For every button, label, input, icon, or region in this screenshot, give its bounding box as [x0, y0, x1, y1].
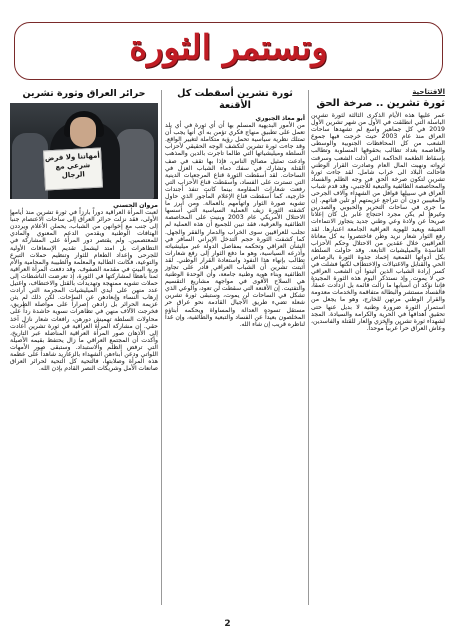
- protest-photo: [10, 103, 158, 199]
- column-divider: [161, 90, 162, 605]
- masthead-title: وتستمر الثورة: [129, 28, 328, 68]
- page-number: 2: [224, 619, 231, 629]
- feature-column: [10, 88, 158, 372]
- section-label: الافتتاحية: [412, 88, 445, 96]
- protest-sign: أمهاتنا ولا فرض شرعي مع الرجال: [43, 148, 103, 191]
- feature-author: مروان الحسني: [113, 202, 158, 209]
- article-column: [165, 88, 305, 328]
- column-divider: [308, 90, 309, 605]
- editorial-title: ثورة تشرين .. صرخة الحق: [316, 98, 445, 109]
- article-author: أبو معاذ الجبوري: [255, 115, 305, 122]
- feature-title: حرائر العراق وثورة تشرين: [22, 88, 146, 99]
- background-protester: [12, 133, 48, 199]
- background-protester: [116, 129, 154, 199]
- protester-face: [70, 117, 96, 147]
- editorial-body: عمر عليها هذه الأيام الذكرى الثالثة لثورة تشرين الباسلة التي انطلقت في الأول من شهر تشرين الأول 2019 في كل جماهير واسع لم تشهدها ساحات العراق منذ عام 2003 حيث خرجت فيها جموع الشعب من كل المحافظات الجنوبية والوسطى والعاصمة بغداد تطالب بحقوقها المسلوبة وتطالب بإسقاط الطغمة الحاكمة التي أذلت الشعب وسرقت ثرواته ونهبت المال العام وصادرت القرار الوطني فأحالت البلاد الى خراب شامل. لقد جاءت ثورة تشرين لتكون صرخة الحق في وجه الظلم والفساد والمحاصصة الطائفية والتبعية للأجنبي، وقد قدم شباب العراق في سبيلها قوافل من الشهداء وآلاف الجرحى والمغيبين دون أن تتراجع عزيمتهم أو تلين قناتهم. إن ما جرى في ساحات التحرير والحبوبي والصدرين وغيرها لم يكن مجرد احتجاج عابر بل كان إعلاناً صريحاً عن ولادة وعي وطني جديد يتجاوز الانتماءات الضيقة ويعيد للهوية العراقية الجامعة اعتبارها. لقد رفع الثوار شعار نريد وطن فاختصروا به كل معاناة العراقيين خلال عقدين من الاحتلال وحكم الأحزاب الفاسدة والميليشيات التابعة. وقد حاولت السلطة بكل أدواتها القمعية إخماد جذوة الثورة بالرصاص الحي والقنابل والاغتيالات والاختطاف لكنها فشلت في كسر إرادة الشباب الذين أثبتوا أن الشعب العراقي حي لا يموت. وإذ نستذكر اليوم هذه الثورة المجيدة فإننا نؤكد أن أسبابها ما زالت قائمة بل ازدادت عمقاً، فالفساد مستشر والبطالة متفاقمة والخدمات معدومة والقرار الوطني مرتهن للخارج، وهو ما يجعل من استمرار الثورة ضرورة وطنية لا بديل عنها حتى تحقيق أهدافها في الحرية والكرامة والسيادة. المجد لشهداء ثورة تشرين والخزي والعار للقتلة والفاسدين، وعاش العراق حراً عربياً موحداً.: [311, 112, 445, 332]
- article-title: ثورة تشرين أسقطت كل الأقنعة: [177, 88, 293, 111]
- feature-body: لعبت المرأة العراقية دوراً بارزاً في ثورة تشرين منذ أيامها الأولى، فقد نزلت حرائر العراق إلى ساحات الاعتصام جنباً إلى جنب مع إخوانهن من الشباب، يحملن الأعلام ويرددن الهتافات الوطنية ويقدمن الدعم المعنوي والمادي للمعتصمين. ولم يقتصر دور المرأة على المشاركة في التظاهرات بل امتد ليشمل تقديم الإسعافات الأولية للجرحى وإعداد الطعام للثوار وتنظيم حملات التبرع والتوعية، فكانت الطالبة والمعلمة والطبيبة والمحامية والأم وربة البيت في مقدمة الصفوف. وقد دفعت المرأة العراقية ثمناً باهظاً لمشاركتها في الثورة، إذ تعرضت الناشطات إلى حملات تشويه ممنهجة وتهديدات بالقتل والاختطاف، واغتيل عدد منهن على أيدي الميليشيات المجرمة التي أرادت إرهاب النساء وإبعادهن عن الساحات. لكن ذلك لم يثن عزيمة الحرائر بل زادهن إصراراً على مواصلة الطريق، فخرجت الآلاف منهن في تظاهرات نسوية حاشدة رداً على محاولات السلطة تهميش دورهن، رافعات شعار نازل آخذ حقي. إن مشاركة المرأة العراقية في ثورة تشرين أعادت إلى الأذهان صور المرأة العراقية المناضلة عبر التاريخ، وأكدت أن المجتمع العراقي ما زال يحتفظ بقيمه الأصيلة التي ترفض الظلم والاستبداد. وستبقى صور الأمهات اللواتي ودعن أبناءهن الشهداء بالزغاريد شاهداً على عظمة هذه المرأة وصلابتها، فالتحية كل التحية لحرائر العراق صانعات الأمل وشريكات النصر القادم بإذن الله.: [10, 209, 158, 373]
- article-body: من الأمور البديهية المسلم بها أن أي ثورة في أي بلد تعمل على تطبيق منهاج فكري تؤمن به أي أنها يجب أن تمتلك نظرية سياسية تحمل رؤية متكاملة لتغيير الواقع. وقد جاءت ثورة تشرين لتكشف الوجه الحقيقي لأحزاب السلطة وميليشياتها التي طالما تاجرت بالدين والمذهب وادعت تمثيل مصالح الناس، فإذا بها تقف في صف القتلة وتشارك في سفك دماء الشباب العزل في الساحات. لقد أسقطت الثورة قناع المرجعيات الدينية التي تسترت على الفساد، وأسقطت قناع الأحزاب التي رفعت شعارات المقاومة بينما كانت تنفذ أجندات خارجية، كما أسقطت قناع الإعلام المأجور الذي حاول تشويه صورة الثوار واتهامهم بالعمالة. ومن أبرز ما كشفته الثورة زيف العملية السياسية التي أسسها الاحتلال الأمريكي عام 2003 وبنيت على المحاصصة الطائفية والعرقية، فقد تبين للجميع أن هذه العملية لم تجلب للعراقيين سوى الخراب والدمار والفقر والجهل. كما كشفت الثورة حجم التدخل الإيراني السافر في الشأن العراقي وتحكمه بمفاصل الدولة عبر ميليشياته وأذرعه السياسية، وهو ما دفع الثوار إلى رفع شعارات تطالب بإنهاء هذا النفوذ واستعادة القرار الوطني. لقد أثبتت تشرين أن الشباب العراقي قادر على تجاوز الطائفية وبناء هوية وطنية جامعة، وأن الوحدة الوطنية هي السلاح الأقوى في مواجهة مشاريع التقسيم والتفتيت. إن الأقنعة التي سقطت لن تعود، والوعي الذي تشكل في الساحات لن يموت، وستبقى ثورة تشرين شعلة تضيء طريق الأجيال القادمة نحو عراق حر مستقل تسوده العدالة والمساواة ويحكمه أبناؤه المخلصون بعيداً عن الفساد والتبعية والطائفية، وإن غداً لناظره قريب إن شاء الله.: [165, 122, 306, 328]
- masthead-banner: [14, 22, 443, 80]
- editorial-column: [311, 88, 445, 332]
